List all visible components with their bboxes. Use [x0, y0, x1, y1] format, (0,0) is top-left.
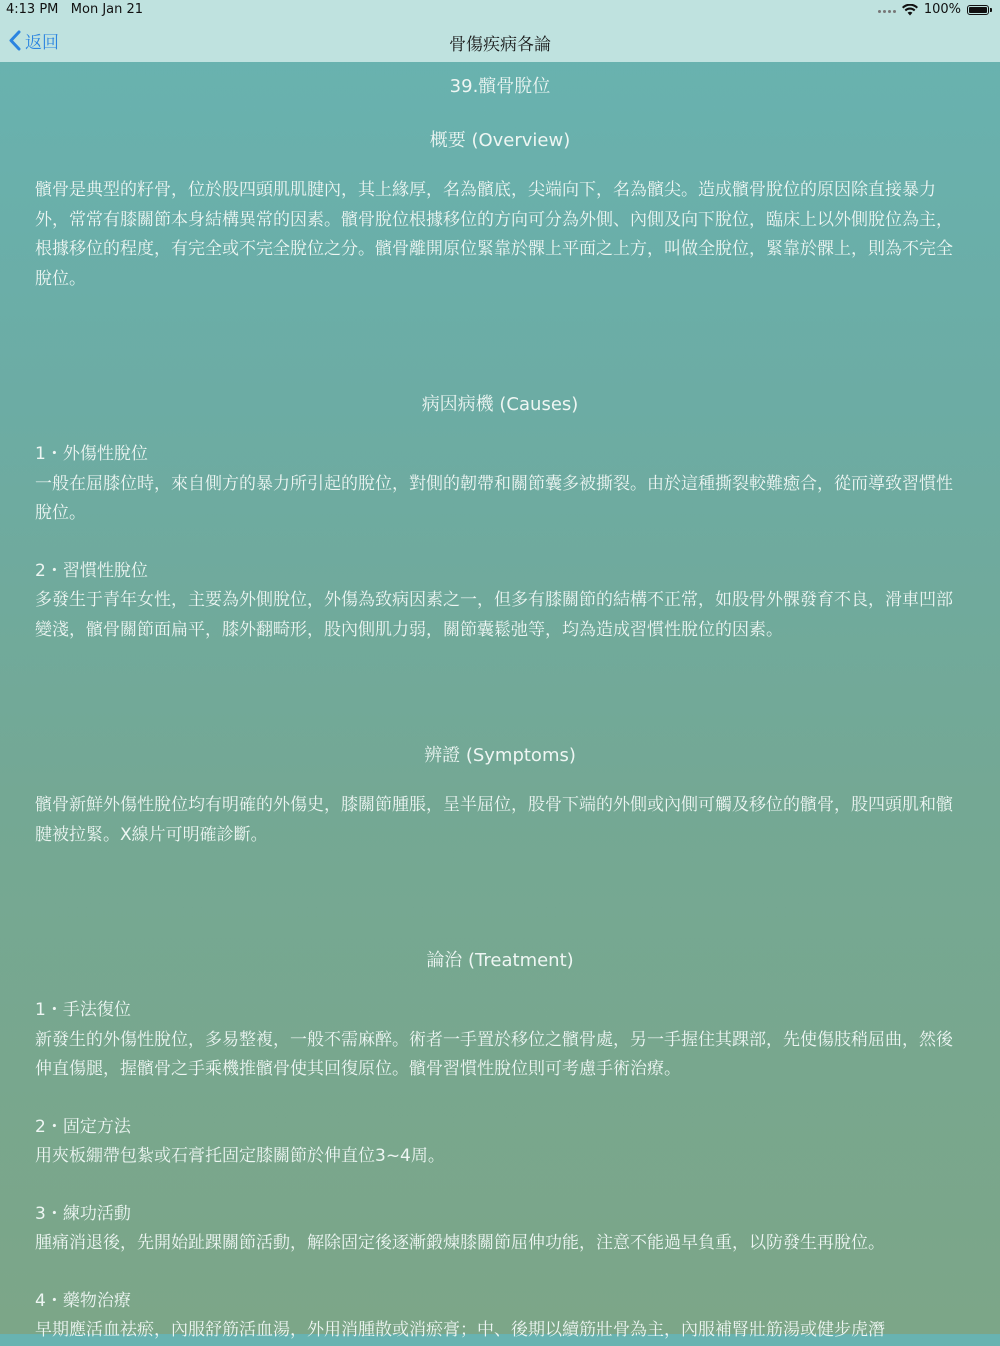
status-date: Mon Jan 21: [70, 2, 144, 17]
treatment-item-title: 2・固定方法: [35, 1116, 131, 1137]
overview-heading: 概要 (Overview): [429, 130, 571, 151]
wifi-icon: [902, 4, 918, 16]
back-label: 返回: [25, 33, 59, 53]
cause-item-title: 1・外傷性脫位: [35, 444, 148, 464]
cause-item: [35, 440, 965, 529]
battery-percent: 100%: [923, 2, 961, 17]
treatment-item-text: 新發生的外傷性脫位，多易整複，一般不需麻醉。術者一手置於移位之髕骨處，另一手握住其踝部，先使傷肢稍屈曲，然後伸直傷腿，握髕骨之手乘機推髕骨使其回復原位。髕骨習慣性脫位則可考慮手術治療。: [35, 1029, 953, 1079]
status-indicators: [878, 2, 992, 17]
navigation-bar: [0, 20, 1000, 62]
article-title: 39.髕骨脫位: [449, 76, 551, 97]
treatment-heading: 論治 (Treatment): [426, 950, 574, 971]
cause-item-title: 2・習慣性脫位: [35, 560, 148, 581]
causes-heading: 病因病機 (Causes): [421, 394, 579, 415]
top-bar: [0, 0, 1000, 62]
cellular-signal-icon: [878, 10, 896, 13]
status-time: 4:13 PM: [6, 2, 59, 17]
treatment-item-title: 3・練功活動: [35, 1203, 131, 1224]
overview-text: 髕骨是典型的籽骨，位於股四頭肌肌腱內，其上緣厚，名為髕底，尖端向下，名為髕尖。造成髕骨脫位的原因除直接暴力外，常常有膝關節本身結構異常的因素。髕骨脫位根據移位的方向可分為外側、內側及向下脫位，臨床上以外側脫位為主，根據移位的程度，有完全或不完全脫位之分。髕骨離開原位緊靠於髁上平面之上方，叫做全脫位，緊靠於髁上，則為不完全脫位。: [35, 180, 953, 289]
treatment-item-title: 1・手法復位: [35, 1000, 131, 1020]
treatment-item: [35, 1200, 965, 1259]
treatment-item-text: 早期應活血祛瘀，內服舒筋活血湯，外用消腫散或消瘀膏；中、後期以續筋壯骨為主，內服補腎壯筋湯或健步虎潛: [35, 1320, 885, 1340]
symptoms-text: 髕骨新鮮外傷性脫位均有明確的外傷史，膝關節腫脹，呈半屈位，股骨下端的外側或內側可觸及移位的髕骨，股四頭肌和髕腱被拉緊。X線片可明確診斷。: [35, 795, 953, 845]
battery-icon: [967, 5, 992, 15]
status-time-date: [6, 2, 143, 17]
cause-item-text: 多發生于青年女性，主要為外側脫位，外傷為致病因素之一，但多有膝關節的結構不正常，如股骨外髁發育不良，滑車凹部變淺，髕骨關節面扁平，膝外翻畸形，股內側肌力弱，關節囊鬆弛等，均為造成習慣性脫位的因素。: [35, 590, 953, 640]
treatment-item-text: 腫痛消退後，先開始趾踝關節活動，解除固定後逐漸鍛煉膝關節屈伸功能，注意不能過早負重，以防發生再脫位。: [35, 1233, 885, 1253]
nav-title: 骨傷疾病各論: [449, 35, 551, 55]
status-bar: [0, 0, 1000, 20]
cause-item-text: 一般在屈膝位時，來自側方的暴力所引起的脫位，對側的韌帶和關節囊多被撕裂。由於這種撕裂較難癒合，從而導致習慣性脫位。: [35, 473, 953, 523]
article-content: [35, 62, 965, 1346]
symptoms-heading: 辨證 (Symptoms): [424, 745, 576, 766]
cause-item: [35, 557, 965, 646]
treatment-item-title: 4・藥物治療: [35, 1290, 131, 1311]
treatment-item: [35, 1287, 965, 1346]
treatment-item: [35, 996, 965, 1085]
treatment-item: [35, 1113, 965, 1172]
treatment-item-text: 用夾板綳帶包紮或石膏托固定膝關節於伸直位3~4周。: [35, 1146, 445, 1166]
